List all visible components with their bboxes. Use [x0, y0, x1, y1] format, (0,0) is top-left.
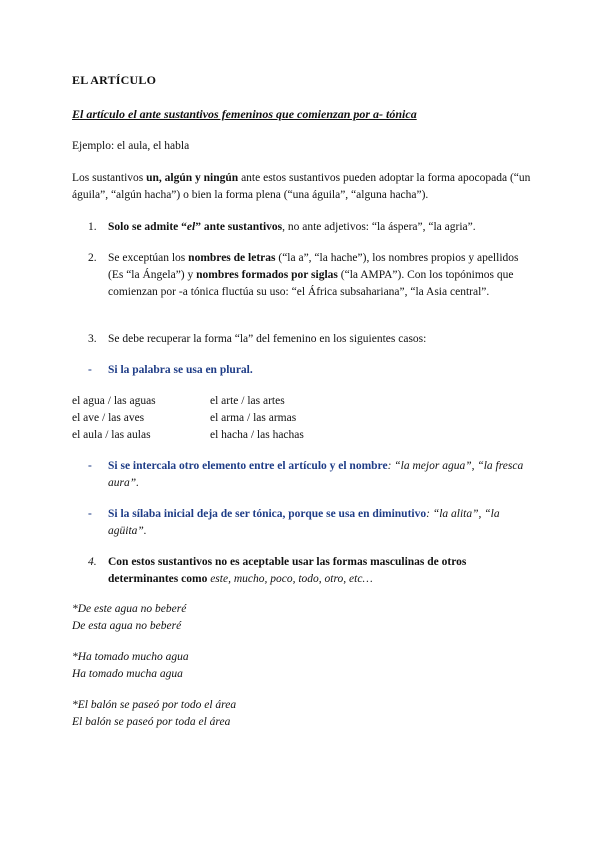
italic-text: este, mucho, poco, todo, otro, etc…	[207, 573, 373, 585]
list-text	[108, 219, 528, 236]
list-item-2	[88, 250, 528, 310]
intro-bold: un, algún y ningún	[146, 172, 239, 184]
plain-text: (“la a”, “la hache”), los nombres propios y apellidos (Es “la Ángela”) y	[108, 252, 519, 281]
bold-italic-text: el	[186, 221, 196, 233]
bold-text: Con estos sustantivos no es aceptable usar las formas masculinas de otros determinantes como	[108, 556, 467, 585]
sub-item-intercalate	[88, 458, 528, 494]
dash-bullet: -	[88, 508, 92, 520]
bold-text: ” ante sustantivos	[195, 221, 283, 233]
example-line: Ejemplo: el aula, el habla	[72, 140, 190, 152]
plain-text: (“la AMPA”). Con los topónimos que comienzan por -a tónica fluctúa su uso: “el África subsahariana”, “la Asia central”.	[108, 269, 514, 298]
example-pair: el agua / las aguas	[72, 395, 156, 407]
bold-text: nombres de letras	[188, 252, 276, 264]
list-item-4	[88, 554, 528, 590]
plural-examples-right	[210, 393, 304, 444]
plural-examples-left	[72, 393, 156, 444]
correction-pair	[72, 601, 186, 635]
sub-item-label: Si la sílaba inicial deja de ser tónica, porque se usa en diminutivo	[108, 508, 427, 520]
correct-example: Ha tomado mucha agua	[72, 668, 183, 680]
list-number: 3.	[88, 333, 97, 345]
dash-bullet: -	[88, 364, 92, 376]
list-number: 2.	[88, 252, 97, 264]
intro-paragraph	[72, 170, 542, 204]
sub-item-examples: : “la alita”, “la agüita”.	[108, 508, 500, 537]
sub-item-examples: : “la mejor agua”, “la fresca aura”.	[108, 460, 524, 489]
list-text	[108, 554, 528, 588]
bold-text: nombres formados por siglas	[196, 269, 338, 281]
sub-item-label: Si la palabra se usa en plural.	[108, 364, 253, 376]
example-pair: el ave / las aves	[72, 412, 145, 424]
list-text	[108, 250, 528, 301]
incorrect-example: *El balón se paseó por todo el área	[72, 699, 237, 711]
list-number: 1.	[88, 221, 97, 233]
list-text: Se debe recuperar la forma “la” del femenino en los siguientes casos:	[108, 333, 427, 345]
page-title: EL ARTÍCULO	[72, 73, 157, 87]
example-pair: el arte / las artes	[210, 395, 285, 407]
example-pair: el arma / las armas	[210, 412, 297, 424]
correction-pair	[72, 649, 189, 683]
correct-example: El balón se paseó por toda el área	[72, 716, 231, 728]
correct-example: De esta agua no beberé	[72, 620, 182, 632]
dash-bullet: -	[88, 460, 92, 472]
sub-item-diminutive	[88, 506, 528, 542]
correction-pair	[72, 697, 236, 731]
sub-item-text	[108, 458, 528, 492]
incorrect-example: *Ha tomado mucho agua	[72, 651, 189, 663]
incorrect-example: *De este agua no beberé	[72, 603, 187, 615]
bold-text: Solo se admite “	[108, 221, 187, 233]
section-subtitle: El artículo el ante sustantivos femeninos que comienzan por a- tónica	[72, 107, 417, 121]
plain-text: Se exceptúan los	[108, 252, 189, 264]
example-pair: el hacha / las hachas	[210, 429, 304, 441]
sub-item-text	[108, 506, 528, 540]
intro-text-2: ante estos sustantivos pueden adoptar la forma apocopada (“un águila”, “algún hacha”) o bien la forma plena (“una águila”, “alguna hacha”).	[72, 172, 531, 201]
example-pair: el aula / las aulas	[72, 429, 151, 441]
intro-text-1: Los sustantivos	[72, 172, 147, 184]
plain-text: , no ante adjetivos: “la áspera”, “la agria”.	[282, 221, 476, 233]
list-number: 4.	[88, 556, 97, 568]
sub-item-label: Si se intercala otro elemento entre el artículo y el nombre	[108, 460, 388, 472]
